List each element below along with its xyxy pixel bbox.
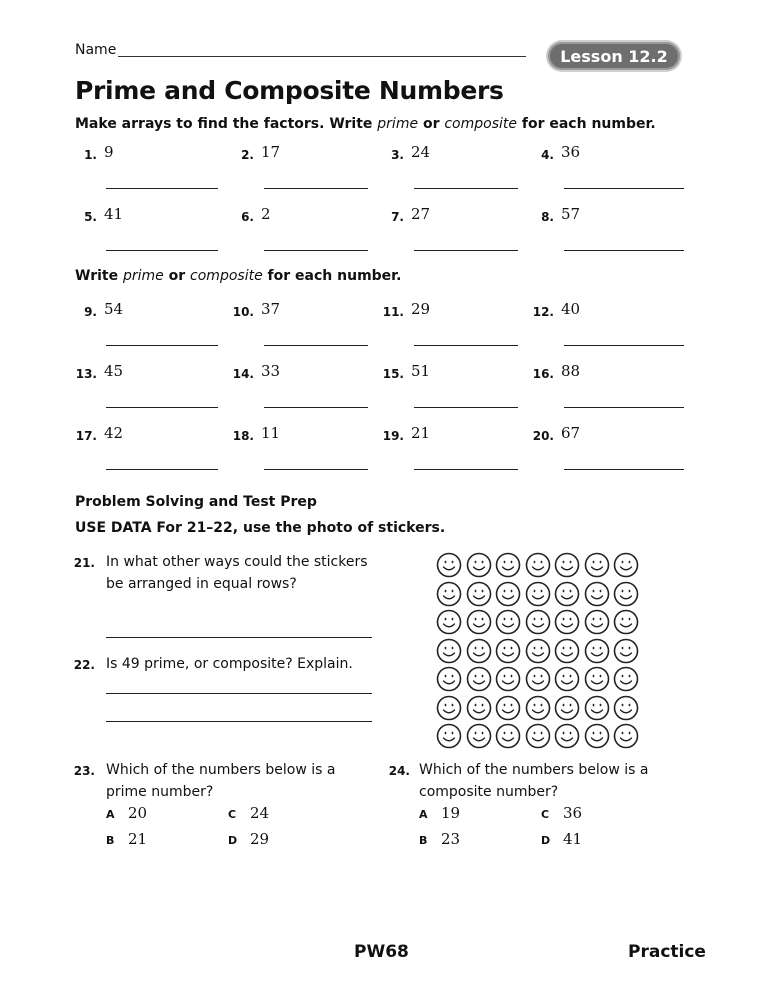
footer-label: Practice — [628, 942, 706, 962]
answer-choice-a[interactable] — [106, 803, 147, 822]
exercise-number: 18. — [232, 429, 254, 443]
exercise-number: 2. — [241, 148, 254, 162]
question-24-text: Which of the numbers below is a composite number? — [419, 762, 649, 800]
choice-value: 29 — [250, 830, 270, 848]
exercise-value: 41 — [104, 205, 124, 223]
choice-letter: A — [106, 808, 115, 821]
answer-line[interactable] — [264, 250, 368, 251]
smiley-face-icon — [466, 609, 492, 635]
exercise-number: 16. — [532, 367, 554, 381]
smiley-face-icon — [436, 695, 462, 721]
answer-line[interactable] — [106, 407, 218, 408]
exercise-number: 3. — [391, 148, 404, 162]
answer-line[interactable] — [414, 345, 518, 346]
page-title: Prime and Composite Numbers — [75, 76, 504, 105]
name-label: Name — [75, 42, 117, 58]
smiley-face-icon — [584, 666, 610, 692]
smiley-face-icon — [495, 581, 521, 607]
exercise-number: 20. — [532, 429, 554, 443]
question-22-text: Is 49 prime, or composite? Explain. — [106, 656, 353, 672]
page-code: PW68 — [354, 942, 409, 962]
answer-line[interactable] — [106, 637, 372, 638]
exercise-value: 24 — [411, 143, 431, 161]
exercise-value: 54 — [104, 300, 124, 318]
choice-letter: B — [106, 834, 115, 847]
answer-line[interactable] — [106, 469, 218, 470]
answer-choice-d[interactable] — [228, 829, 269, 848]
exercise-value: 45 — [104, 362, 124, 380]
smiley-face-icon — [495, 695, 521, 721]
choice-letter: D — [228, 834, 238, 847]
exercise-value: 36 — [561, 143, 581, 161]
smiley-face-icon — [436, 638, 462, 664]
answer-line[interactable] — [414, 469, 518, 470]
exercise-value: 40 — [561, 300, 581, 318]
smiley-face-icon — [466, 695, 492, 721]
answer-choice-b[interactable] — [419, 829, 460, 848]
smiley-face-icon — [495, 552, 521, 578]
smiley-face-icon — [613, 581, 639, 607]
answer-choice-d[interactable] — [541, 829, 582, 848]
smiley-face-icon — [613, 723, 639, 749]
smiley-face-icon — [584, 723, 610, 749]
exercise-number: 5. — [84, 210, 97, 224]
exercise-number: 19. — [382, 429, 404, 443]
exercise-value: 88 — [561, 362, 581, 380]
exercise-number: 7. — [391, 210, 404, 224]
choice-letter: D — [541, 834, 551, 847]
exercise-number: 14. — [232, 367, 254, 381]
use-data-heading: USE DATA For 21–22, use the photo of stickers. — [75, 520, 446, 536]
answer-line[interactable] — [106, 345, 218, 346]
smiley-face-icon — [436, 581, 462, 607]
exercise-value: 27 — [411, 205, 431, 223]
choice-letter: C — [541, 808, 550, 821]
question-23-text: Which of the numbers below is a prime number? — [106, 762, 336, 800]
exercise-value: 37 — [261, 300, 281, 318]
exercise-value: 33 — [261, 362, 281, 380]
exercise-value: 29 — [411, 300, 431, 318]
smiley-face-icon — [525, 638, 551, 664]
smiley-face-icon — [525, 552, 551, 578]
smiley-face-icon — [495, 723, 521, 749]
smiley-face-icon — [584, 695, 610, 721]
answer-line[interactable] — [106, 721, 372, 722]
exercise-number: 12. — [532, 305, 554, 319]
answer-line[interactable] — [564, 407, 684, 408]
answer-line[interactable] — [106, 250, 218, 251]
answer-line[interactable] — [106, 188, 218, 189]
answer-choice-b[interactable] — [106, 829, 147, 848]
smiley-face-icon — [495, 638, 521, 664]
choice-value: 24 — [250, 804, 270, 822]
section-heading: Problem Solving and Test Prep — [75, 494, 317, 510]
smiley-face-icon — [436, 723, 462, 749]
answer-line[interactable] — [564, 469, 684, 470]
answer-choice-a[interactable] — [419, 803, 460, 822]
exercise-number: 15. — [382, 367, 404, 381]
choice-letter: A — [419, 808, 428, 821]
smiley-face-icon — [466, 638, 492, 664]
smiley-face-icon — [584, 638, 610, 664]
exercise-number: 8. — [541, 210, 554, 224]
smiley-face-icon — [613, 638, 639, 664]
choice-value: 41 — [563, 830, 583, 848]
smiley-face-icon — [554, 638, 580, 664]
smiley-face-icon — [554, 695, 580, 721]
choice-value: 20 — [128, 804, 148, 822]
name-field-line[interactable] — [118, 56, 526, 57]
instructions-write: Write prime or composite for each number. — [75, 268, 402, 284]
exercise-value: 67 — [561, 424, 581, 442]
smiley-face-icon — [613, 666, 639, 692]
smiley-face-icon — [466, 666, 492, 692]
instructions-arrays: Make arrays to find the factors. Write prime or composite for each number. — [75, 116, 656, 132]
smiley-face-icon — [525, 723, 551, 749]
smiley-face-icon — [613, 552, 639, 578]
smiley-face-icon — [495, 609, 521, 635]
choice-letter: C — [228, 808, 237, 821]
choice-value: 23 — [441, 830, 461, 848]
exercise-number: 10. — [232, 305, 254, 319]
smiley-face-icon — [584, 609, 610, 635]
answer-line[interactable] — [106, 693, 372, 694]
exercise-value: 11 — [261, 424, 281, 442]
answer-line[interactable] — [414, 188, 518, 189]
choice-letter: B — [419, 834, 428, 847]
exercise-number: 11. — [382, 305, 404, 319]
smiley-face-icon — [466, 723, 492, 749]
smiley-face-icon — [466, 581, 492, 607]
smiley-face-icon — [436, 552, 462, 578]
choice-value: 21 — [128, 830, 148, 848]
exercise-number: 17. — [75, 429, 97, 443]
smiley-face-icon — [436, 609, 462, 635]
answer-line[interactable] — [414, 407, 518, 408]
smiley-face-icon — [613, 695, 639, 721]
smiley-face-icon — [554, 723, 580, 749]
question-number: 23. — [73, 764, 95, 778]
question-number: 24. — [388, 764, 410, 778]
smiley-face-icon — [584, 552, 610, 578]
exercise-value: 42 — [104, 424, 124, 442]
answer-line[interactable] — [264, 469, 368, 470]
smiley-face-icon — [554, 666, 580, 692]
smiley-face-icon — [525, 666, 551, 692]
exercise-value: 17 — [261, 143, 281, 161]
answer-line[interactable] — [564, 188, 684, 189]
answer-choice-c[interactable] — [541, 803, 582, 822]
sticker-photo — [436, 552, 642, 752]
question-21-text: In what other ways could the stickers be arranged in equal rows? — [106, 554, 368, 592]
exercise-value: 2 — [261, 205, 271, 223]
answer-choice-c[interactable] — [228, 803, 269, 822]
smiley-face-icon — [584, 581, 610, 607]
exercise-number: 6. — [241, 210, 254, 224]
choice-value: 19 — [441, 804, 461, 822]
exercise-value: 51 — [411, 362, 431, 380]
lesson-badge: Lesson 12.2 — [548, 42, 680, 70]
smiley-face-icon — [525, 609, 551, 635]
exercise-value: 9 — [104, 143, 114, 161]
smiley-face-icon — [466, 552, 492, 578]
question-number: 22. — [73, 658, 95, 672]
question-number: 21. — [73, 556, 95, 570]
smiley-face-icon — [525, 695, 551, 721]
exercise-value: 21 — [411, 424, 431, 442]
smiley-face-icon — [436, 666, 462, 692]
smiley-face-icon — [495, 666, 521, 692]
smiley-face-icon — [554, 581, 580, 607]
exercise-number: 13. — [75, 367, 97, 381]
choice-value: 36 — [563, 804, 583, 822]
exercise-value: 57 — [561, 205, 581, 223]
smiley-face-icon — [613, 609, 639, 635]
exercise-number: 1. — [84, 148, 97, 162]
exercise-number: 4. — [541, 148, 554, 162]
answer-line[interactable] — [264, 188, 368, 189]
answer-line[interactable] — [564, 345, 684, 346]
smiley-face-icon — [525, 581, 551, 607]
answer-line[interactable] — [264, 345, 368, 346]
answer-line[interactable] — [414, 250, 518, 251]
smiley-face-icon — [554, 609, 580, 635]
exercise-number: 9. — [84, 305, 97, 319]
smiley-face-icon — [554, 552, 580, 578]
answer-line[interactable] — [564, 250, 684, 251]
answer-line[interactable] — [264, 407, 368, 408]
